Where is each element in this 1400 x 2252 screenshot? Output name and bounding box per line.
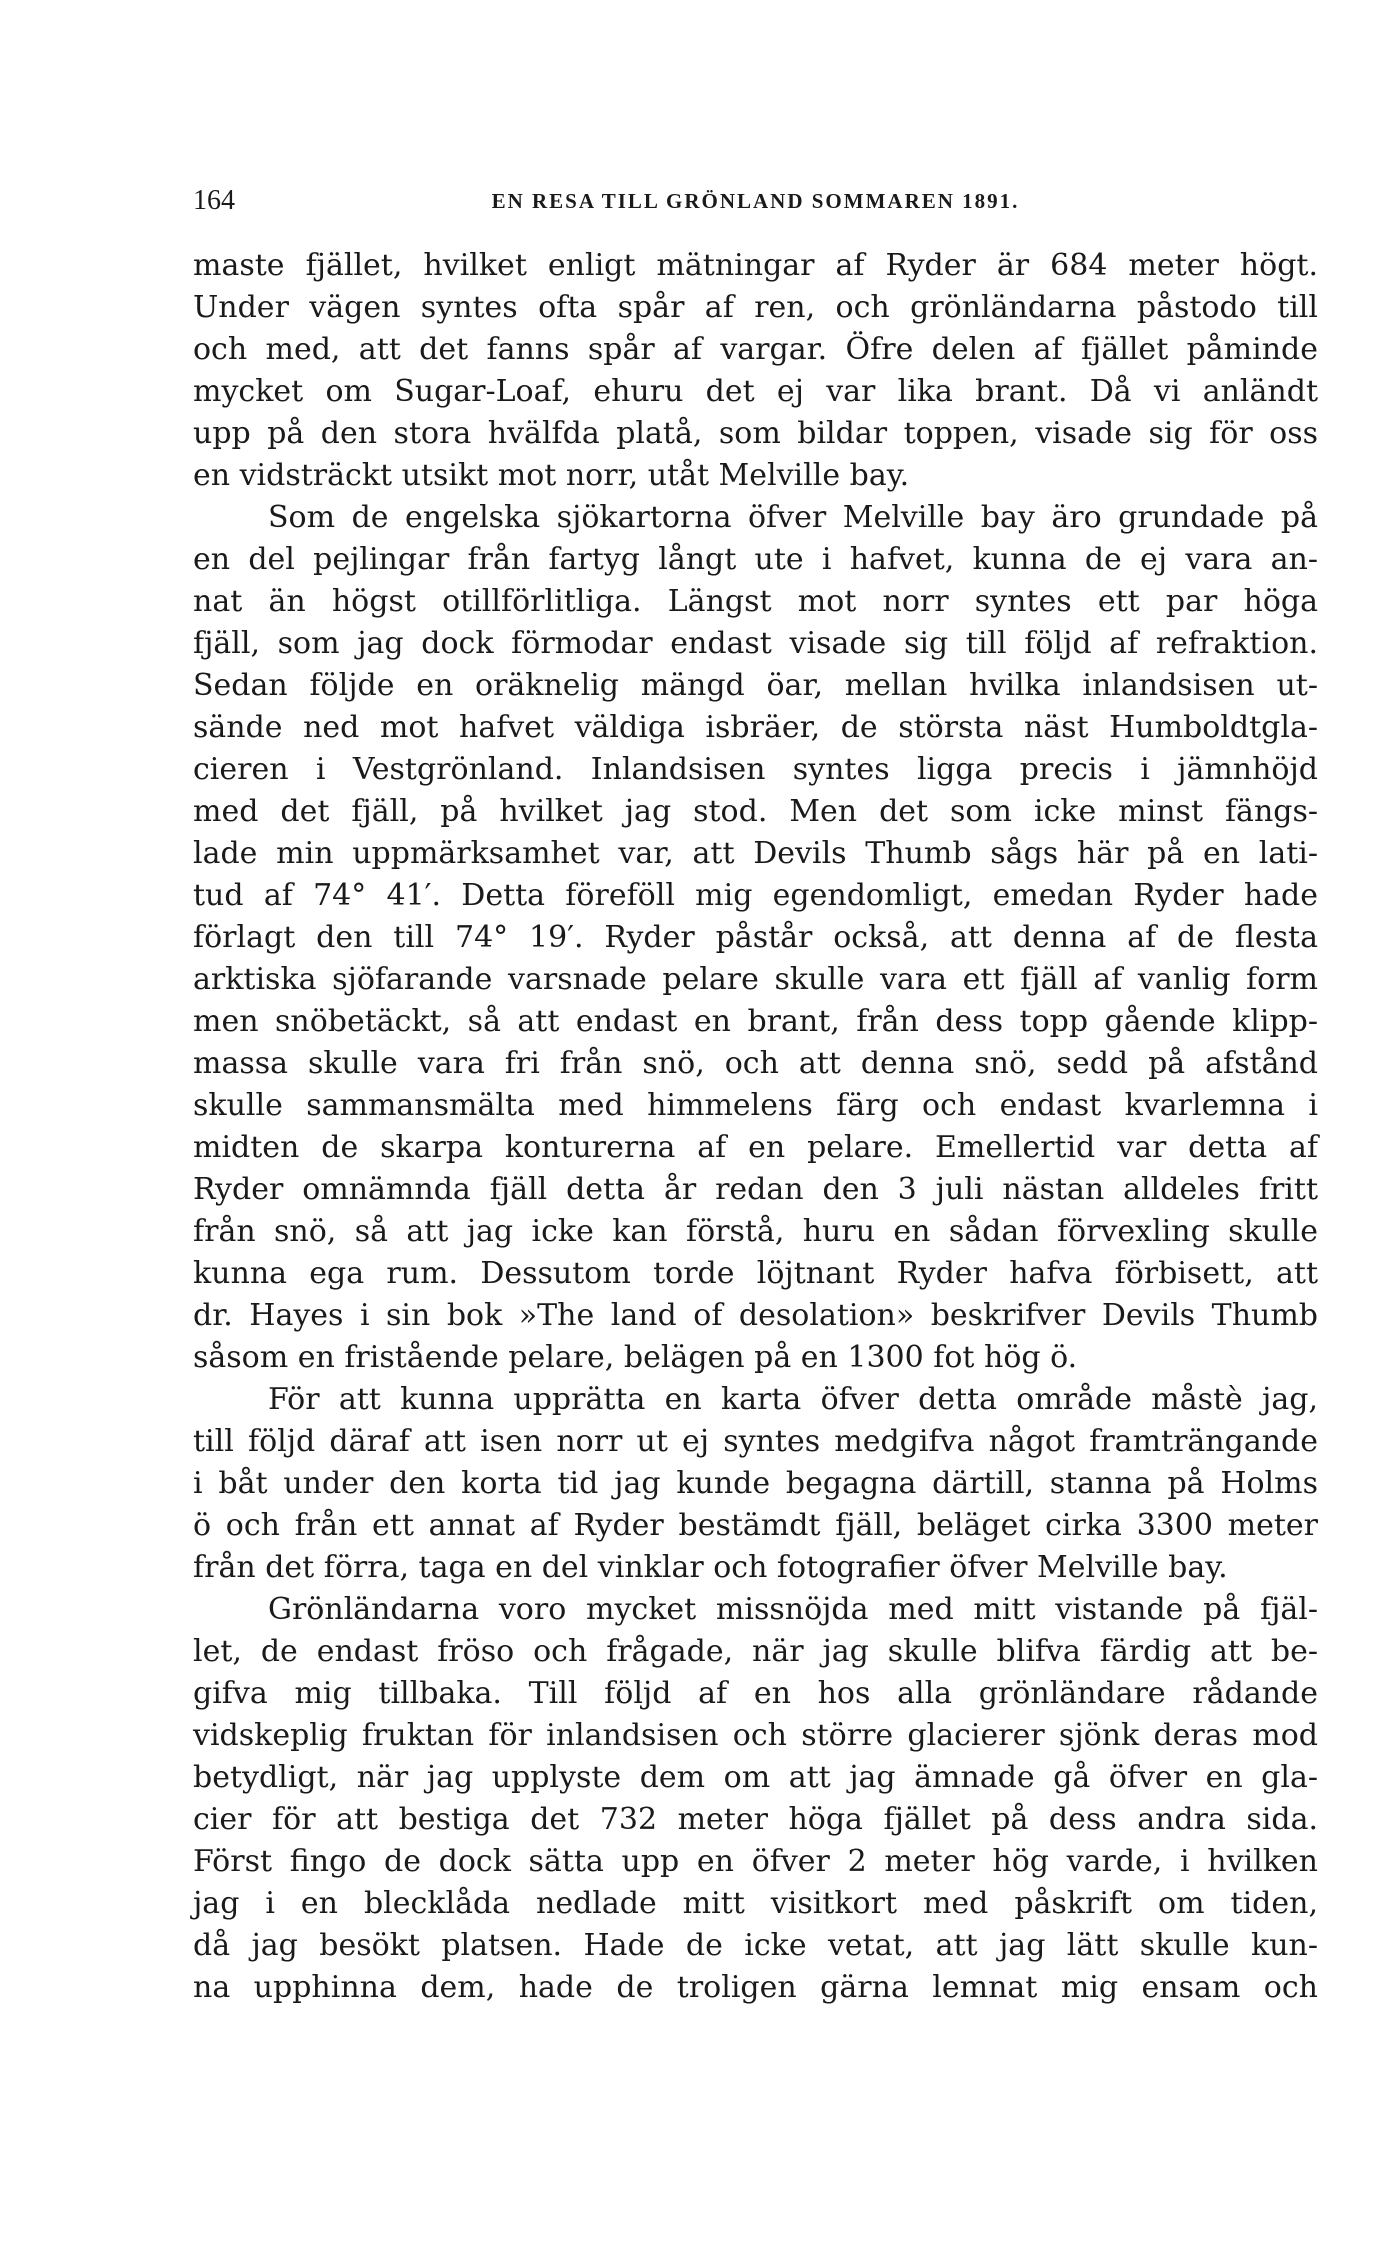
- text-line: kunna ega rum. Dessutom torde löjtnant Ryder hafva förbisett, att: [193, 1256, 1318, 1291]
- text-line: vidskeplig fruktan för inlandsisen och större glacierer sjönk deras mod: [193, 1718, 1318, 1753]
- text-line: då jag besökt platsen. Hade de icke vetat, att jag lätt skulle kun-: [193, 1928, 1318, 1963]
- text-line: från snö, så att jag icke kan förstå, huru en sådan förvexling skulle: [193, 1214, 1318, 1249]
- text-line: men snöbetäckt, så att endast en brant, från dess topp gående klipp-: [193, 1004, 1318, 1039]
- text-line: sände ned mot hafvet väldiga isbräer, de största näst Humboldtgla-: [193, 710, 1318, 745]
- text-line: cier för att bestiga det 732 meter höga fjället på dess andra sida.: [193, 1802, 1318, 1837]
- text-line: i båt under den korta tid jag kunde begagna därtill, stanna på Holms: [193, 1466, 1318, 1501]
- text-line: en del pejlingar från fartyg långt ute i hafvet, kunna de ej vara an-: [193, 542, 1318, 577]
- text-line: arktiska sjöfarande varsnade pelare skulle vara ett fjäll af vanlig form: [193, 962, 1318, 997]
- text-line: maste fjället, hvilket enligt mätningar af Ryder är 684 meter högt.: [193, 248, 1318, 283]
- text-line: skulle sammansmälta med himmelens färg och endast kvarlemna i: [193, 1088, 1318, 1123]
- text-line: till följd däraf att isen norr ut ej syntes medgifva något framträngande: [193, 1424, 1318, 1459]
- text-line: tud af 74° 41′. Detta föreföll mig egendomligt, emedan Ryder hade: [193, 878, 1318, 913]
- text-line: let, de endast fröso och frågade, när jag skulle blifva färdig att be-: [193, 1634, 1318, 1669]
- text-line: betydligt, när jag upplyste dem om att jag ämnade gå öfver en gla-: [193, 1760, 1318, 1795]
- page-number: 164: [193, 185, 235, 216]
- text-line: mycket om Sugar-Loaf, ehuru det ej var lika brant. Då vi anländt: [193, 374, 1318, 409]
- text-line: na upphinna dem, hade de troligen gärna lemnat mig ensam och: [193, 1970, 1318, 2005]
- text-line: lade min uppmärksamhet var, att Devils Thumb sågs här på en lati-: [193, 836, 1318, 871]
- text-line: såsom en fristående pelare, belägen på en 1300 fot hög ö.: [193, 1340, 1078, 1375]
- text-line: cieren i Vestgrönland. Inlandsisen syntes ligga precis i jämnhöjd: [193, 752, 1318, 787]
- paragraph-start-line: För att kunna upprätta en karta öfver detta område måstè jag,: [268, 1382, 1318, 1417]
- paragraph-start-line: Grönländarna voro mycket missnöjda med mitt vistande på fjäl-: [268, 1592, 1318, 1627]
- text-line: midten de skarpa konturerna af en pelare. Emellertid var detta af: [193, 1130, 1318, 1165]
- text-line: förlagt den till 74° 19′. Ryder påstår också, att denna af de flesta: [193, 920, 1318, 955]
- text-line: Sedan följde en oräknelig mängd öar, mellan hvilka inlandsisen ut-: [193, 668, 1318, 703]
- text-line: med det fjäll, på hvilket jag stod. Men det som icke minst fängs-: [193, 794, 1318, 829]
- page-header: [193, 185, 1318, 225]
- paragraph-start-line: Som de engelska sjökartorna öfver Melville bay äro grundade på: [268, 500, 1318, 535]
- text-line: jag i en blecklåda nedlade mitt visitkort med påskrift om tiden,: [193, 1886, 1318, 1921]
- text-line: nat än högst otillförlitliga. Längst mot norr syntes ett par höga: [193, 584, 1318, 619]
- text-line: gifva mig tillbaka. Till följd af en hos alla grönländare rådande: [193, 1676, 1318, 1711]
- text-line: fjäll, som jag dock förmodar endast visade sig till följd af refraktion.: [193, 626, 1318, 661]
- running-title: EN RESA TILL GRÖNLAND SOMMAREN 1891.: [491, 189, 1020, 213]
- text-line: dr. Hayes i sin bok »The land of desolation» beskrifver Devils Thumb: [193, 1298, 1318, 1333]
- text-line: och med, att det fanns spår af vargar. Öfre delen af fjället påminde: [193, 332, 1318, 367]
- text-line: upp på den stora hvälfda platå, som bildar toppen, visade sig för oss: [193, 416, 1318, 451]
- text-line: Under vägen syntes ofta spår af ren, och grönländarna påstodo till: [193, 290, 1318, 325]
- text-line: ö och från ett annat af Ryder bestämdt fjäll, beläget cirka 3300 meter: [193, 1508, 1318, 1543]
- body-text: [193, 245, 1318, 2009]
- text-line: Ryder omnämnda fjäll detta år redan den 3 juli nästan alldeles fritt: [193, 1172, 1318, 1207]
- text-line: massa skulle vara fri från snö, och att denna snö, sedd på afstånd: [193, 1046, 1318, 1081]
- text-line: från det förra, taga en del vinklar och fotografier öfver Melville bay.: [193, 1550, 1228, 1585]
- text-line: en vidsträckt utsikt mot norr, utåt Melville bay.: [193, 458, 910, 493]
- text-line: Först fingo de dock sätta upp en öfver 2 meter hög varde, i hvilken: [193, 1844, 1318, 1879]
